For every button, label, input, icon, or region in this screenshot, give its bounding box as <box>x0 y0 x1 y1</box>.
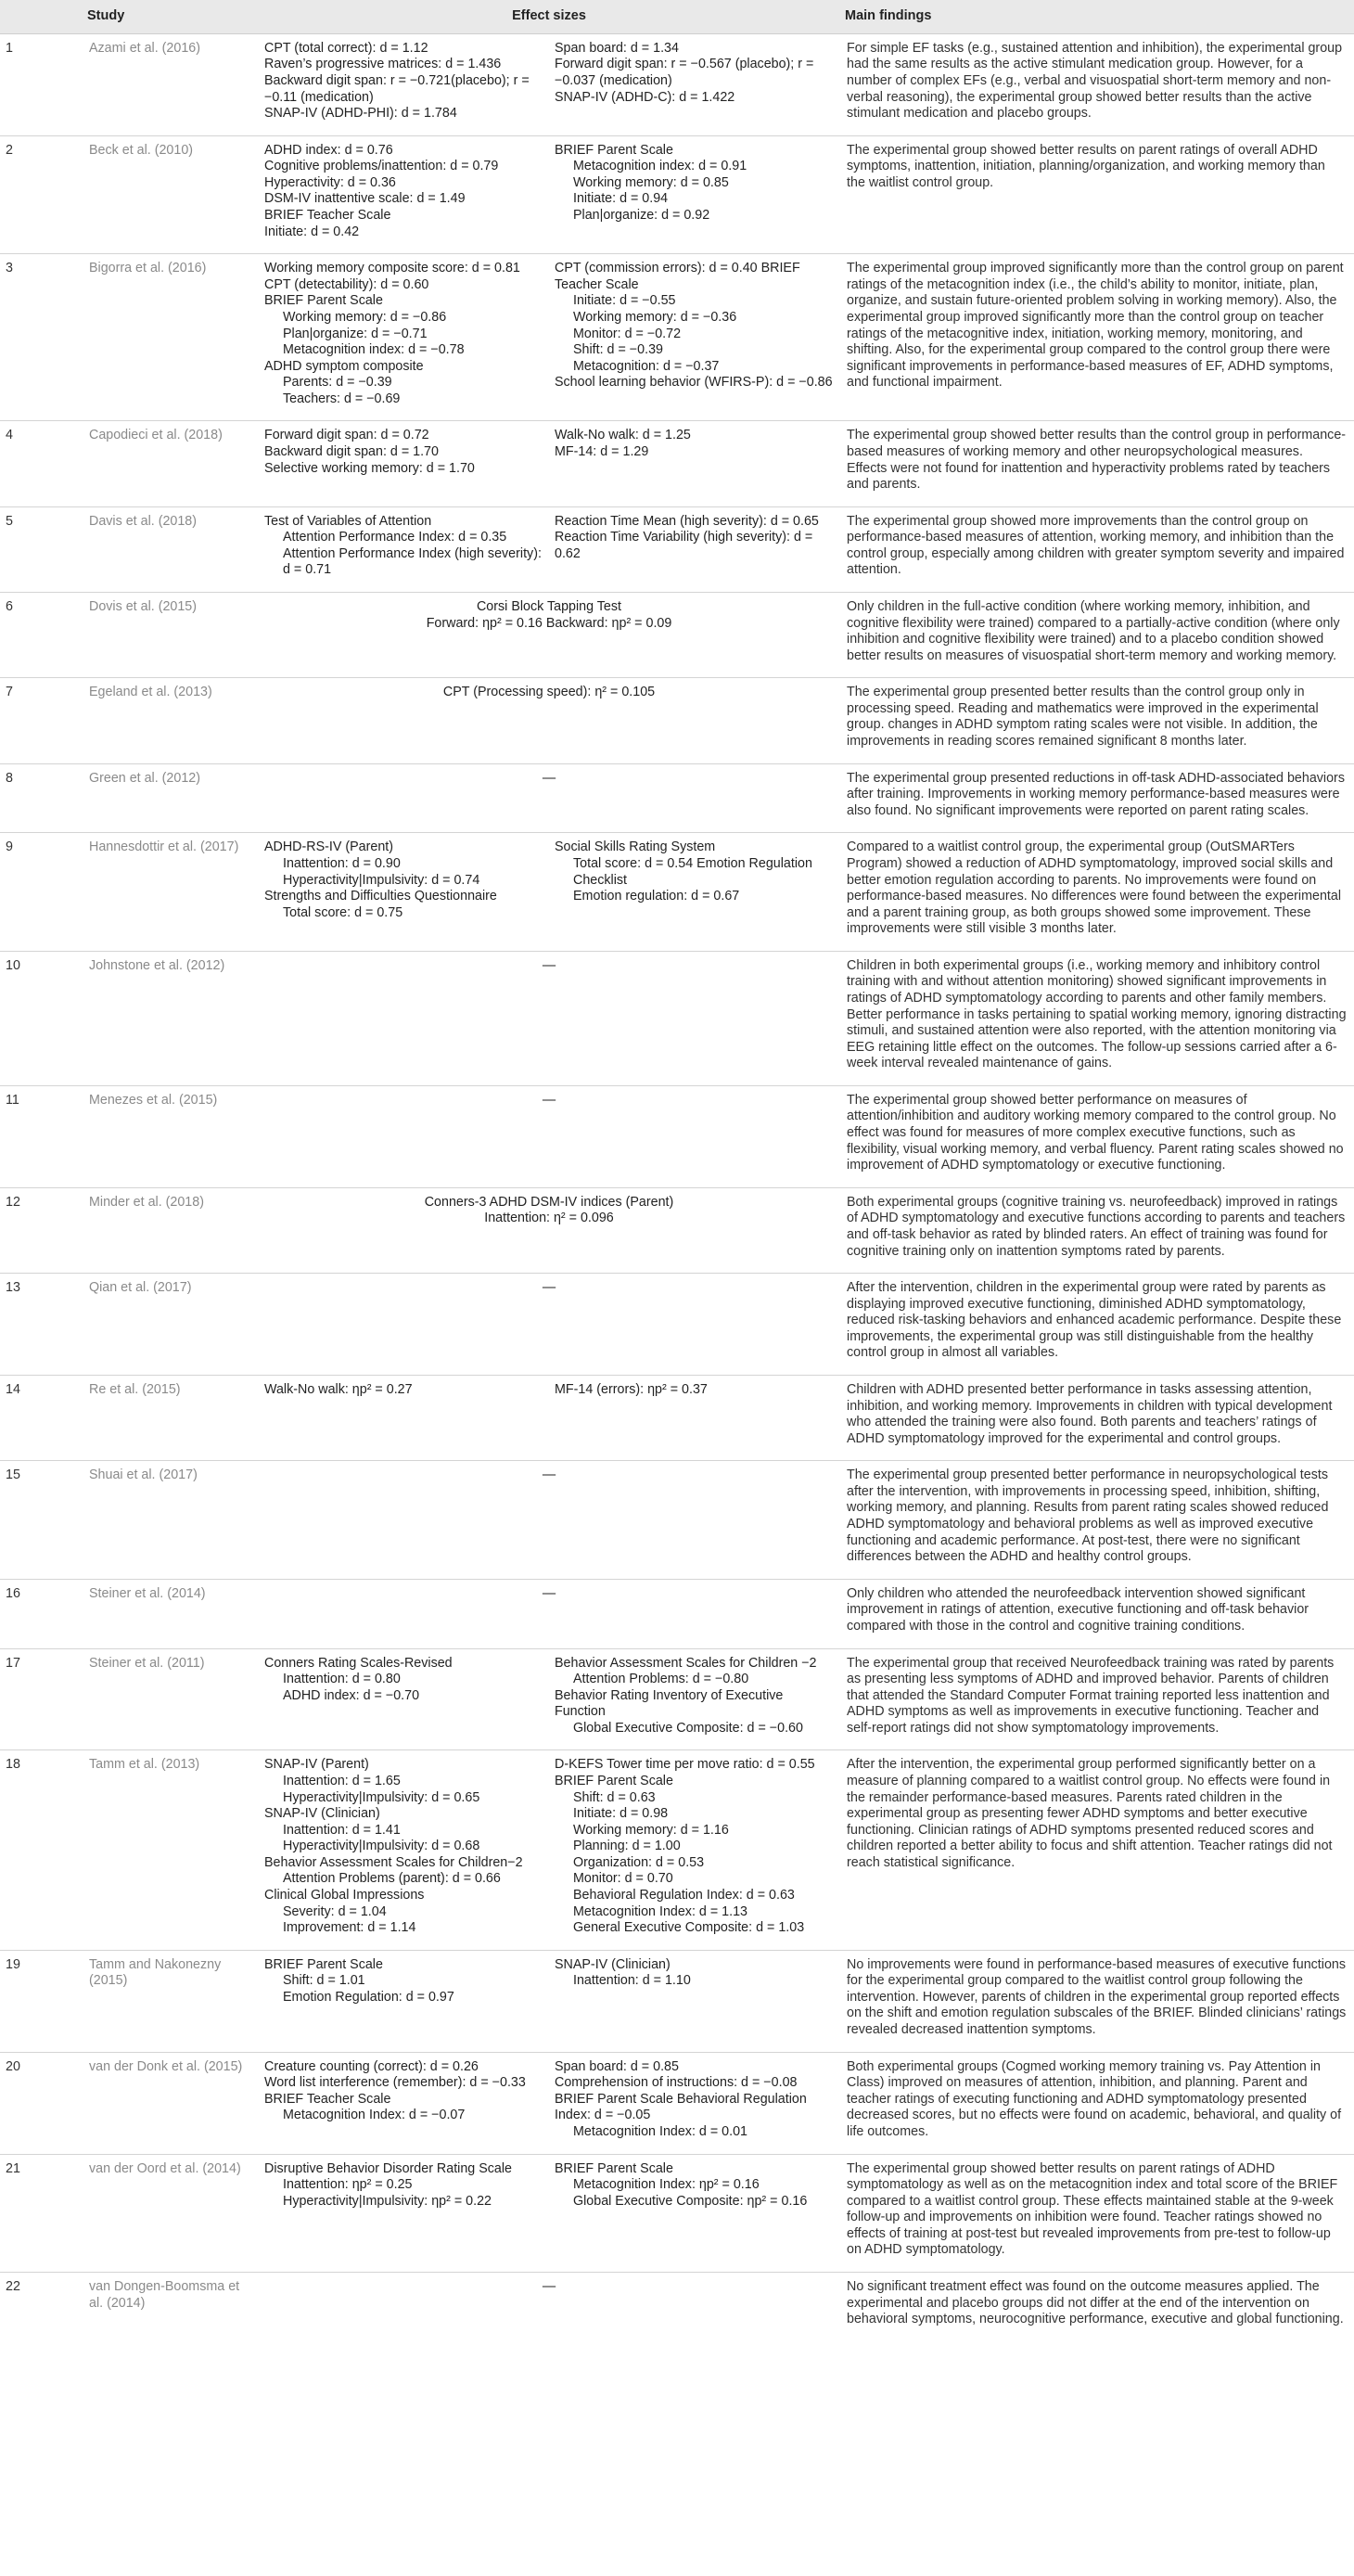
study-cell: Steiner et al. (2011) <box>82 1648 259 1750</box>
main-findings-cell: Children in both experimental groups (i.e., working memory and inhibitory control training with and without attention monitoring) showed significant improvements in ratings of ADHD symptomatology according to parents and other family members. Better performance in tasks pertaining to spatial working memory, ignoring distracting stimuli, and sustained attention were also reported, with the attention monitoring via EEG retaining little effect on the outcomes. The follow-up sessions carried after a 6-week interval revealed maintenance of gains. <box>839 951 1354 1085</box>
effect-size-line: — <box>542 2279 556 2294</box>
effect-sizes-cell <box>259 135 549 253</box>
effect-size-line: Teachers: d = −0.69 <box>283 391 401 406</box>
header-number <box>0 0 82 33</box>
row-number: 9 <box>0 833 82 951</box>
main-findings-cell: The experimental group that received Neurofeedback training was rated by parents as presenting less symptoms of ADHD and improved behavior. Parents of children that attended the Standard Computer Format training reported less inattention and ADHD symptoms as well as improvements in executive functioning. Teacher and self-report ratings did not show symptomatology improvements. <box>839 1648 1354 1750</box>
effect-size-line: Creature counting (correct): d = 0.26 <box>264 2058 479 2074</box>
effect-size-line: ADHD-RS-IV (Parent) <box>264 839 394 855</box>
effect-size-line: SNAP-IV (ADHD-C): d = 1.422 <box>555 89 735 105</box>
effect-sizes-cell <box>549 833 839 951</box>
study-cell: Re et al. (2015) <box>82 1375 259 1460</box>
row-number: 14 <box>0 1375 82 1460</box>
study-cell: van der Oord et al. (2014) <box>82 2154 259 2272</box>
effect-size-line: Severity: d = 1.04 <box>283 1903 387 1919</box>
table-row <box>0 1579 1354 1648</box>
effect-sizes-cell <box>259 763 839 833</box>
effect-sizes-cell <box>259 1950 549 2052</box>
effect-sizes-cell <box>549 135 839 253</box>
effect-size-line: CPT (detectability): d = 0.60 <box>264 276 429 292</box>
effect-size-line: Conners Rating Scales-Revised <box>264 1655 453 1671</box>
row-number: 13 <box>0 1274 82 1376</box>
effect-size-line: Shift: d = 1.01 <box>283 1973 365 1989</box>
effect-size-line: Hyperactivity: d = 0.36 <box>264 174 396 190</box>
table-row <box>0 2273 1354 2341</box>
main-findings-cell: The experimental group improved significantly more than the control group on parent ratings of the metacognition index (i.e., the child’s ability to monitor, initiate, plan, organize, and sustain future-oriented problem solving in working memory). Also, the experimental group improved significantly more than the control group on teacher ratings of the metacognitive index, initiation, working memory, monitoring, and shifting. Also, for the experimental group compared to the control group there were significant improvements in performance-based measures of EF, ADHD symptoms, and functional impairment. <box>839 254 1354 421</box>
row-number: 17 <box>0 1648 82 1750</box>
row-number: 3 <box>0 254 82 421</box>
effect-sizes-cell <box>549 33 839 135</box>
effect-size-line: Word list interference (remember): d = −0.33 <box>264 2075 526 2091</box>
effect-size-line: Attention Problems: d = −0.80 <box>573 1672 749 1687</box>
row-number: 7 <box>0 678 82 763</box>
effect-size-line: Planning: d = 1.00 <box>573 1839 681 1854</box>
effect-size-line: — <box>542 770 556 786</box>
effect-size-line: Inattention: d = 0.90 <box>283 855 401 871</box>
effect-size-line: Hyperactivity|Impulsivity: d = 0.65 <box>283 1789 480 1805</box>
effect-sizes-cell <box>259 421 549 506</box>
header-main-findings: Main findings <box>839 0 1354 33</box>
table-row <box>0 2052 1354 2154</box>
effect-size-line: Span board: d = 0.85 <box>555 2058 679 2074</box>
header-row <box>0 0 1354 33</box>
effect-size-line: Metacognition index: d = −0.78 <box>283 342 465 358</box>
row-number: 18 <box>0 1750 82 1950</box>
row-number: 6 <box>0 593 82 678</box>
header-effect-sizes: Effect sizes <box>259 0 839 33</box>
effect-size-line: CPT (total correct): d = 1.12 <box>264 40 428 56</box>
effect-size-line: Behavioral Regulation Index: d = 0.63 <box>573 1888 795 1903</box>
table-row <box>0 506 1354 592</box>
effect-size-line: Initiate: d = 0.98 <box>573 1806 669 1822</box>
effect-size-line: Attention Problems (parent): d = 0.66 <box>283 1871 501 1887</box>
row-number: 21 <box>0 2154 82 2272</box>
main-findings-cell: The experimental group presented better performance in neuropsychological tests after the intervention, with improvements in processing speed, inhibition, shifting, working memory, and planning. Results from parent rating scales showed reduced ADHD symptomatology and behavioral problems as well as improved executive functioning and academic performance. At post-test, there were no significant differences between the ADHD and healthy control groups. <box>839 1461 1354 1579</box>
effect-size-line: SNAP-IV (Clinician) <box>555 1956 671 1972</box>
effect-size-line: Working memory: d = 1.16 <box>573 1822 729 1838</box>
effect-size-line: Backward digit span: r = −0.721(placebo); r = −0.11 (medication) <box>264 72 530 105</box>
effect-sizes-cell <box>259 1750 549 1950</box>
main-findings-cell: Only children who attended the neurofeedback intervention showed significant improvement in ratings of attention, executive functioning and off-task behavior compared with those in the control and cognitive training conditions. <box>839 1579 1354 1648</box>
main-findings-cell: The experimental group showed better results on parent ratings of ADHD symptomatology as well as on the metacognition index and total score of the BRIEF compared to a waitlist control group. These effects maintained stable at the 9-week follow-up and improvements on inhibition were found. Teacher ratings showed no effects of training at post-test but revealed improvements from pre-test to follow-up on ADHD symptomatology. <box>839 2154 1354 2272</box>
row-number: 4 <box>0 421 82 506</box>
effect-size-line: CPT (Processing speed): η² = 0.105 <box>442 685 656 700</box>
study-cell: Azami et al. (2016) <box>89 40 200 56</box>
main-findings-cell: Both experimental groups (Cogmed working memory training vs. Pay Attention in Class) improved on measures of attention, inhibition, and planning. Parent and teacher ratings of executing functioning and ADHD symptomatology presented decreased scores, but no effects were found on academic, behavioral, and quality of life outcomes. <box>839 2052 1354 2154</box>
table-body <box>0 33 1354 2340</box>
main-findings-cell: The experimental group presented reductions in off-task ADHD-associated behaviors after training. Improvements in working memory performance-based measures were also found. No significant improvements were reported on parent rating scales. <box>839 763 1354 833</box>
main-findings-cell: Only children in the full-active condition (where working memory, inhibition, and cognitive flexibility were trained) compared to a partially-active condition (where only inhibition and cognitive flexibility were trained) and to a placebo condition showed better results on measures of visuospatial short-term memory and working memory. <box>839 593 1354 678</box>
effect-size-line: Raven’s progressive matrices: d = 1.436 <box>264 57 502 72</box>
study-cell: Dovis et al. (2015) <box>82 593 259 678</box>
effect-size-line: Behavior Assessment Scales for Children−2 <box>264 1854 523 1870</box>
effect-size-line: Global Executive Composite: d = −0.60 <box>573 1720 803 1736</box>
study-cell: Minder et al. (2018) <box>82 1187 259 1273</box>
table-row <box>0 678 1354 763</box>
effect-sizes-cell <box>259 1085 839 1187</box>
effect-size-line: Corsi Block Tapping Test <box>476 599 622 615</box>
effect-size-line: Forward digit span: r = −0.567 (placebo); r = −0.037 (medication) <box>555 57 814 88</box>
main-findings-cell: After the intervention, the experimental group performed significantly better on a measure of planning compared to a waitlist control group. No effects were found in the remainder performance-based measures. Parents rated children in the experimental group as presenting fewer ADHD symptoms and better executive functioning. Clinician ratings of ADHD symptoms presented reduced scores and children reported a better ability to focus and shift attention. Teacher ratings did not reach statistical significance. <box>839 1750 1354 1950</box>
table-row <box>0 1750 1354 1950</box>
effect-size-line: D-KEFS Tower time per move ratio: d = 0.55 <box>555 1757 815 1773</box>
effect-sizes-cell <box>549 1950 839 2052</box>
effect-size-line: Social Skills Rating System <box>555 839 716 855</box>
table-row <box>0 135 1354 253</box>
main-findings-cell: For simple EF tasks (e.g., sustained attention and inhibition), the experimental group had the same results as the active stimulant medication group. However, for a number of complex EFs (e.g., verbal and visuospatial short-term memory and non-verbal reasoning), the experimental group showed better results than the active stimulant medication and placebo groups. <box>847 40 1343 122</box>
table-header <box>0 0 1354 33</box>
effect-size-line: ADHD index: d = −0.70 <box>283 1687 420 1703</box>
study-cell: Tamm et al. (2013) <box>82 1750 259 1950</box>
effect-size-line: MF-14 (errors): ηp² = 0.37 <box>555 1381 708 1397</box>
effect-size-line: Conners-3 ADHD DSM-IV indices (Parent) <box>424 1194 674 1210</box>
effect-size-line: Backward digit span: d = 1.70 <box>264 443 439 459</box>
effect-size-line: Test of Variables of Attention <box>264 513 432 529</box>
row-number: 20 <box>0 2052 82 2154</box>
row-number: 22 <box>0 2273 82 2341</box>
study-cell: Hannesdottir et al. (2017) <box>82 833 259 951</box>
table-row <box>0 1187 1354 1273</box>
effect-sizes-cell <box>259 1579 839 1648</box>
effect-size-line: BRIEF Teacher Scale <box>264 208 391 224</box>
effect-size-line: Initiate: d = 0.94 <box>573 191 669 207</box>
effect-size-line: Walk-No walk: ηp² = 0.27 <box>264 1381 413 1397</box>
effect-sizes-cell <box>259 951 839 1085</box>
effect-size-line: BRIEF Parent Scale <box>555 2160 673 2176</box>
effect-size-line: Selective working memory: d = 1.70 <box>264 460 475 476</box>
table-row <box>0 763 1354 833</box>
effect-size-line: Behavior Rating Inventory of Executive Function <box>555 1687 784 1720</box>
row-number: 5 <box>0 506 82 592</box>
table-row <box>0 421 1354 506</box>
row-number: 19 <box>0 1950 82 2052</box>
effect-size-line: CPT (commission errors): d = 0.40 BRIEF Teacher Scale <box>555 261 800 292</box>
effect-size-line: Disruptive Behavior Disorder Rating Scale <box>264 2160 512 2176</box>
effect-size-line: Walk-No walk: d = 1.25 <box>555 428 691 443</box>
study-cell: Johnstone et al. (2012) <box>82 951 259 1085</box>
effect-size-line: Monitor: d = −0.72 <box>573 326 682 341</box>
row-number: 12 <box>0 1187 82 1273</box>
main-findings-cell: After the intervention, children in the experimental group were rated by parents as displaying improved executive functioning, diminished ADHD symptomatology, reduced risk-tasking behaviors and enhanced academic performance. Despite these improvements, the experimental group was still distinguishable from the healthy control group in almost all variables. <box>839 1274 1354 1376</box>
study-cell: Tamm and Nakonezny (2015) <box>82 1950 259 2052</box>
effect-sizes-cell <box>259 2154 549 2272</box>
effect-size-line: Inattention: d = 1.65 <box>283 1773 401 1788</box>
study-cell: Menezes et al. (2015) <box>82 1085 259 1187</box>
main-findings-cell: The experimental group showed better results on parent ratings of overall ADHD symptoms, inattention, initiation, planning/organization, and working memory than the waitlist control group. <box>839 135 1354 253</box>
effect-size-line: Metacognition: d = −0.37 <box>573 358 720 374</box>
effect-size-line: Cognitive problems/inattention: d = 0.79 <box>264 159 499 174</box>
effect-size-line: Monitor: d = 0.70 <box>573 1871 673 1887</box>
effect-size-line: ADHD index: d = 0.76 <box>264 142 393 158</box>
main-findings-cell: The experimental group presented better results than the control group only in processing speed. Reading and mathematics were improved in the experimental group. changes in ADHD symptom rating scales were not visible. In addition, the improvements in reading scores remained significant 8 months later. <box>839 678 1354 763</box>
study-cell: Egeland et al. (2013) <box>82 678 259 763</box>
effect-sizes-cell <box>259 506 549 592</box>
effect-size-line: — <box>542 1585 556 1601</box>
main-findings-cell: The experimental group showed better results than the control group in performance-based measures of working memory and other neuropsychological measures. Effects were not found for inattention and hyperactivity problems rated by teachers and parents. <box>839 421 1354 506</box>
effect-size-line: Metacognition Index: d = 0.01 <box>573 2123 747 2139</box>
study-cell: Capodieci et al. (2018) <box>82 421 259 506</box>
table-row <box>0 254 1354 421</box>
effect-size-line: Comprehension of instructions: d = −0.08 <box>555 2075 798 2091</box>
table-row <box>0 1950 1354 2052</box>
effect-size-line: BRIEF Parent Scale <box>555 1773 673 1788</box>
table-row <box>0 1375 1354 1460</box>
effect-size-line: — <box>542 957 556 973</box>
main-findings-cell: Compared to a waitlist control group, the experimental group (OutSMARTers Program) showed a reduction of ADHD symptomatology, improved social skills and better emotion regulation according to parents. No improvements were found on performance-based measures. No differences were found between the experimental and a parent training group, as both groups showed some improvement. These improvements were still visible 3 months later. <box>839 833 1354 951</box>
effect-size-line: BRIEF Parent Scale <box>555 142 673 158</box>
effect-size-line: Forward: ηp² = 0.16 Backward: ηp² = 0.09 <box>426 615 672 631</box>
effect-sizes-cell <box>259 1274 839 1376</box>
row-number: 16 <box>0 1579 82 1648</box>
effect-sizes-cell <box>549 1648 839 1750</box>
effect-size-line: Inattention: d = 1.10 <box>573 1973 691 1989</box>
main-findings-cell: The experimental group showed more improvements than the control group on performance-based measures of attention, working memory, and inhibition than the control group, especially among children with greater symptom severity and impaired attention. <box>839 506 1354 592</box>
effect-size-line: Global Executive Composite: ηp² = 0.16 <box>573 2193 808 2209</box>
effect-size-line: Inattention: d = 1.41 <box>283 1822 401 1838</box>
effect-sizes-cell <box>549 1375 839 1460</box>
effect-size-line: BRIEF Teacher Scale <box>264 2091 391 2107</box>
effect-size-line: General Executive Composite: d = 1.03 <box>573 1920 805 1936</box>
effect-size-line: Working memory: d = 0.85 <box>573 174 729 190</box>
effect-sizes-cell <box>549 421 839 506</box>
effect-size-line: Hyperactivity|Impulsivity: d = 0.68 <box>283 1839 480 1854</box>
study-cell: Beck et al. (2010) <box>82 135 259 253</box>
effect-size-line: Inattention: d = 0.80 <box>283 1672 401 1687</box>
effect-size-line: BRIEF Parent Scale <box>264 293 383 309</box>
effect-sizes-cell <box>259 254 549 421</box>
effect-size-line: Working memory composite score: d = 0.81 <box>264 261 520 276</box>
study-cell: Bigorra et al. (2016) <box>82 254 259 421</box>
row-number: 2 <box>0 135 82 253</box>
study-cell: van Dongen-Boomsma et al. (2014) <box>82 2273 259 2341</box>
table-row <box>0 2154 1354 2272</box>
effect-size-line: BRIEF Parent Scale Behavioral Regulation Index: d = −0.05 <box>555 2091 807 2123</box>
effect-size-line: Shift: d = 0.63 <box>573 1789 656 1805</box>
effect-sizes-cell <box>549 1750 839 1950</box>
effect-size-line: Plan|organize: d = −0.71 <box>283 326 428 341</box>
effect-size-line: Attention Performance Index: d = 0.35 <box>283 530 507 545</box>
effect-size-line: Plan|organize: d = 0.92 <box>573 208 710 224</box>
table-row <box>0 1648 1354 1750</box>
main-findings-cell: No improvements were found in performance-based measures of executive functions for the experimental group compared to the waitlist control group following the intervention. However, parents of children in the experimental group reported effects on the shift and emotion regulation subscales of the BRIEF. Blinded clinicians’ ratings revealed decreased inattention symptoms. <box>839 1950 1354 2052</box>
header-study: Study <box>82 0 259 33</box>
effect-size-line: Metacognition Index: ηp² = 0.16 <box>573 2177 760 2193</box>
study-cell: van der Donk et al. (2015) <box>82 2052 259 2154</box>
effect-size-line: School learning behavior (WFIRS-P): d = −0.86 <box>555 375 833 391</box>
effect-size-line: Metacognition index: d = 0.91 <box>573 159 747 174</box>
effect-size-line: Hyperactivity|Impulsivity: ηp² = 0.22 <box>283 2193 492 2209</box>
effect-size-line: Reaction Time Mean (high severity): d = 0.65 <box>555 513 819 529</box>
effect-size-line: Initiate: d = 0.42 <box>264 224 360 239</box>
effect-size-line: Inattention: η² = 0.096 <box>484 1211 614 1226</box>
effect-sizes-cell <box>259 1648 549 1750</box>
effect-sizes-cell <box>259 33 549 135</box>
effect-size-line: Working memory: d = −0.86 <box>283 309 447 325</box>
effect-size-line: Organization: d = 0.53 <box>573 1854 705 1870</box>
effect-size-line: Hyperactivity|Impulsivity: d = 0.74 <box>283 872 480 888</box>
effect-size-line: Parents: d = −0.39 <box>283 375 392 391</box>
effect-size-line: Forward digit span: d = 0.72 <box>264 428 429 443</box>
effect-sizes-cell <box>259 1187 839 1273</box>
table-row <box>0 1274 1354 1376</box>
effect-sizes-cell <box>259 833 549 951</box>
effect-size-line: Total score: d = 0.54 Emotion Regulation Checklist <box>573 855 812 888</box>
effect-size-line: — <box>542 1280 556 1296</box>
effect-size-line: Span board: d = 1.34 <box>555 40 679 56</box>
row-number: 15 <box>0 1461 82 1579</box>
effect-sizes-cell <box>259 1461 839 1579</box>
study-cell: Shuai et al. (2017) <box>82 1461 259 1579</box>
effect-size-line: Working memory: d = −0.36 <box>573 309 737 325</box>
effect-size-line: Shift: d = −0.39 <box>573 342 663 358</box>
effect-sizes-cell <box>259 593 839 678</box>
effect-sizes-cell <box>259 2052 549 2154</box>
effect-size-line: Inattention: ηp² = 0.25 <box>283 2177 413 2193</box>
study-cell: Davis et al. (2018) <box>82 506 259 592</box>
effect-size-line: SNAP-IV (Clinician) <box>264 1806 380 1822</box>
effect-size-line: ADHD symptom composite <box>264 358 424 374</box>
main-findings-cell: Children with ADHD presented better performance in tasks assessing attention, inhibition, and working memory. Improvements in children with typical development who attended the training were also found. Both parents and teachers’ ratings of ADHD symptomatology improved for the experimental and control groups. <box>839 1375 1354 1460</box>
study-cell: Green et al. (2012) <box>82 763 259 833</box>
effect-size-line: MF-14: d = 1.29 <box>555 443 649 459</box>
table-row <box>0 1085 1354 1187</box>
effect-size-line: Emotion regulation: d = 0.67 <box>573 889 740 904</box>
effect-sizes-cell <box>549 506 839 592</box>
table-row <box>0 951 1354 1085</box>
effect-sizes-cell <box>549 2052 839 2154</box>
effect-size-line: Improvement: d = 1.14 <box>283 1920 416 1936</box>
table-row <box>0 33 1354 135</box>
effect-size-line: Reaction Time Variability (high severity): d = 0.62 <box>555 530 813 561</box>
effect-size-line: Clinical Global Impressions <box>264 1888 425 1903</box>
table-row <box>0 593 1354 678</box>
main-findings-cell: The experimental group showed better performance on measures of attention/inhibition and auditory working memory compared to the control group. No effect was found for measures of more complex executive functions, such as flexibility, visual working memory, and verbal fluency. Parent rating scales showed no improvement of ADHD symptomatology or executive functioning. <box>839 1085 1354 1187</box>
effect-size-line: — <box>542 1467 556 1483</box>
effect-size-line: Metacognition Index: d = −0.07 <box>283 2108 466 2123</box>
effect-size-line: Initiate: d = −0.55 <box>573 293 676 309</box>
effect-sizes-cell <box>549 2154 839 2272</box>
effect-size-line: DSM-IV inattentive scale: d = 1.49 <box>264 191 466 207</box>
row-number: 8 <box>0 763 82 833</box>
effect-size-line: Total score: d = 0.75 <box>283 904 403 920</box>
effect-size-line: SNAP-IV (ADHD-PHI): d = 1.784 <box>264 106 457 122</box>
effect-size-line: BRIEF Parent Scale <box>264 1956 383 1972</box>
row-number: 10 <box>0 951 82 1085</box>
effect-size-line: Strengths and Difficulties Questionnaire <box>264 889 497 904</box>
table-row <box>0 833 1354 951</box>
main-findings-cell: Both experimental groups (cognitive training vs. neurofeedback) improved in ratings of ADHD symptomatology and executive functions according to parents and teachers and off-task behavior as rated by blinded raters. An effect of training was found for cognitive training only on inattention symptoms rated by parents. <box>839 1187 1354 1273</box>
effect-size-line: SNAP-IV (Parent) <box>264 1757 369 1773</box>
effect-size-line: Behavior Assessment Scales for Children −2 <box>555 1655 817 1671</box>
study-cell: Qian et al. (2017) <box>82 1274 259 1376</box>
row-number: 11 <box>0 1085 82 1187</box>
effect-sizes-cell <box>259 678 839 763</box>
effect-size-line: Metacognition Index: d = 1.13 <box>573 1903 747 1919</box>
effect-size-line: — <box>542 1092 556 1108</box>
effect-size-line: Emotion Regulation: d = 0.97 <box>283 1989 454 2005</box>
study-cell: Steiner et al. (2014) <box>82 1579 259 1648</box>
main-findings-cell: No significant treatment effect was found on the outcome measures applied. The experimental and placebo groups did not differ at the end of the intervention on behavioral symptoms, neurocognitive performance, executive and global functioning. <box>839 2273 1354 2341</box>
effect-sizes-cell <box>549 254 839 421</box>
row-number: 1 <box>6 40 13 56</box>
effect-sizes-cell <box>259 2273 839 2341</box>
table-row <box>0 1461 1354 1579</box>
effect-sizes-cell <box>259 1375 549 1460</box>
effect-size-line: Attention Performance Index (high severity): d = 0.71 <box>283 545 542 578</box>
